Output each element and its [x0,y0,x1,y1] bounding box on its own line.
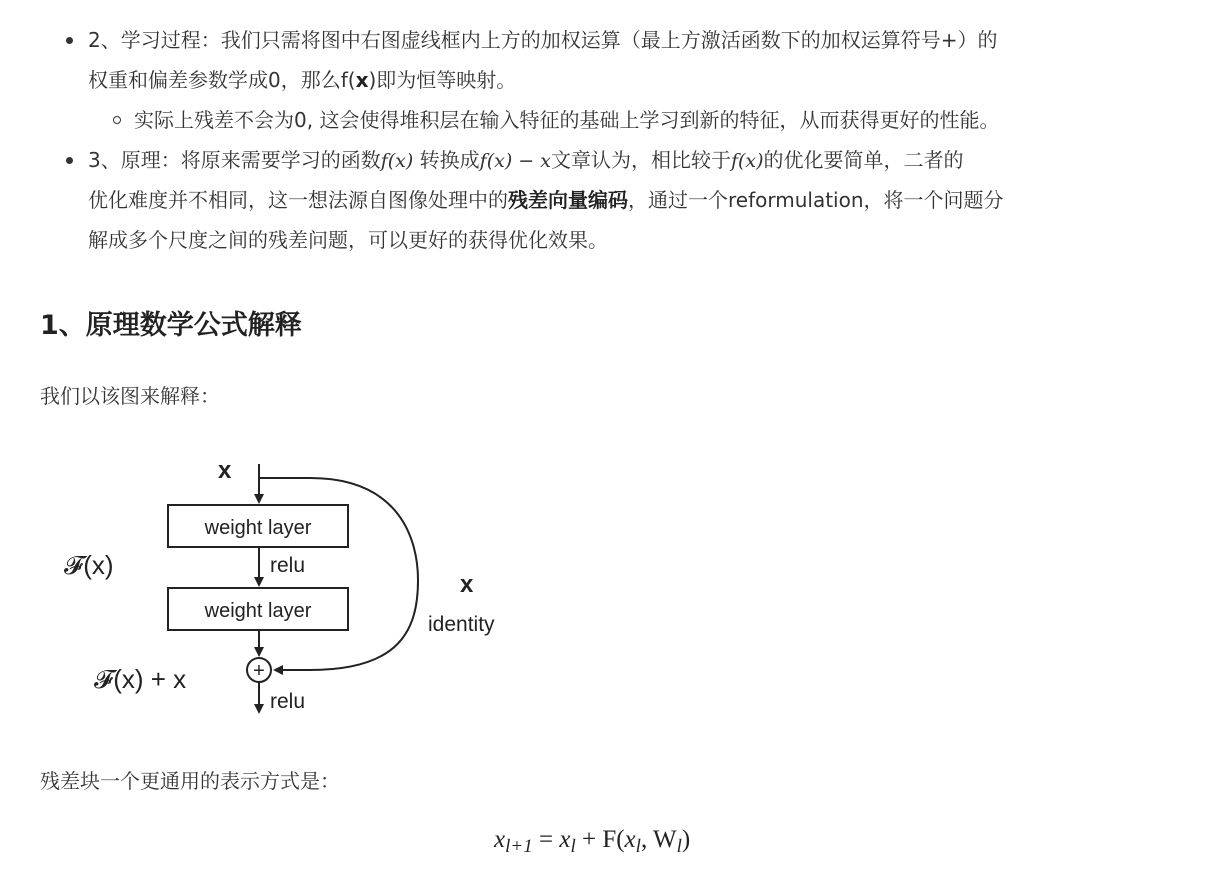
text: 3、原理：将原来需要学习的函数 [88,148,381,172]
sub-bullet-icon [113,116,121,124]
fx-label: 𝓕(x) [64,550,114,580]
math: x [559,826,571,853]
math: x [494,826,506,853]
list-item-3-line3: 解成多个尺度之间的残差问题，可以更好的获得优化效果。 [88,228,608,252]
residual-formula [494,826,690,858]
math: l [635,836,641,857]
math: l [676,836,682,857]
text: )即为恒等映射。 [368,68,517,92]
relu-label-2: relu [270,690,306,713]
text: 权重和偏差参数学成0，那么f( [88,68,356,92]
bold-x: x [355,68,369,92]
list-item-3-line1 [88,140,964,181]
weight-layer-2-label: weight layer [204,600,312,622]
math: ) [681,826,691,853]
math: , W [640,826,677,853]
sub-list-item: 实际上残差不会为0, 这会使得堆积层在输入特征的基础上学习到新的特征，从而获得更好的性能。 [134,108,1000,132]
relu-label-1: relu [270,554,306,577]
input-x-label: x [218,457,232,484]
text: 转换成 [413,148,480,172]
list-item-2-line1: 2、学习过程：我们只需将图中右图虚线框内上方的加权运算（最上方激活函数下的加权运算符号+）的 [88,28,998,52]
bullet-icon [66,37,73,44]
math: l [570,836,576,857]
intro-paragraph: 我们以该图来解释： [40,384,220,408]
weight-layer-1-label: weight layer [204,517,312,539]
math-fx: f(x) [380,150,414,172]
math: l+1 [505,836,533,857]
bold-term: 残差向量编码 [508,188,628,212]
math: + F( [575,826,625,853]
plus-icon: + [253,660,265,682]
bullet-icon [66,157,73,164]
fx-plus-x-label: 𝓕(x) + x [94,664,187,694]
identity-label: identity [428,613,495,636]
after-figure-paragraph: 残差块一个更通用的表示方式是： [40,769,340,793]
residual-block-diagram [50,450,530,730]
list-item-3-line2 [88,180,1004,220]
text: 优化难度并不相同，这一想法源自图像处理中的 [88,188,508,212]
shortcut-x-label: x [460,571,474,598]
section-heading: 1、原理数学公式解释 [40,310,302,341]
text: 的优化要简单，二者的 [763,148,964,172]
list-item-2-line2 [88,60,516,100]
text: 文章认为，相比较于 [550,148,731,172]
math-fx: f(x) [730,150,764,172]
math: x [624,826,636,853]
text: ，通过一个reformulation，将一个问题分 [628,188,1004,212]
math: = [532,826,560,853]
math-fx-minus-x: f(x) − x [479,150,551,172]
